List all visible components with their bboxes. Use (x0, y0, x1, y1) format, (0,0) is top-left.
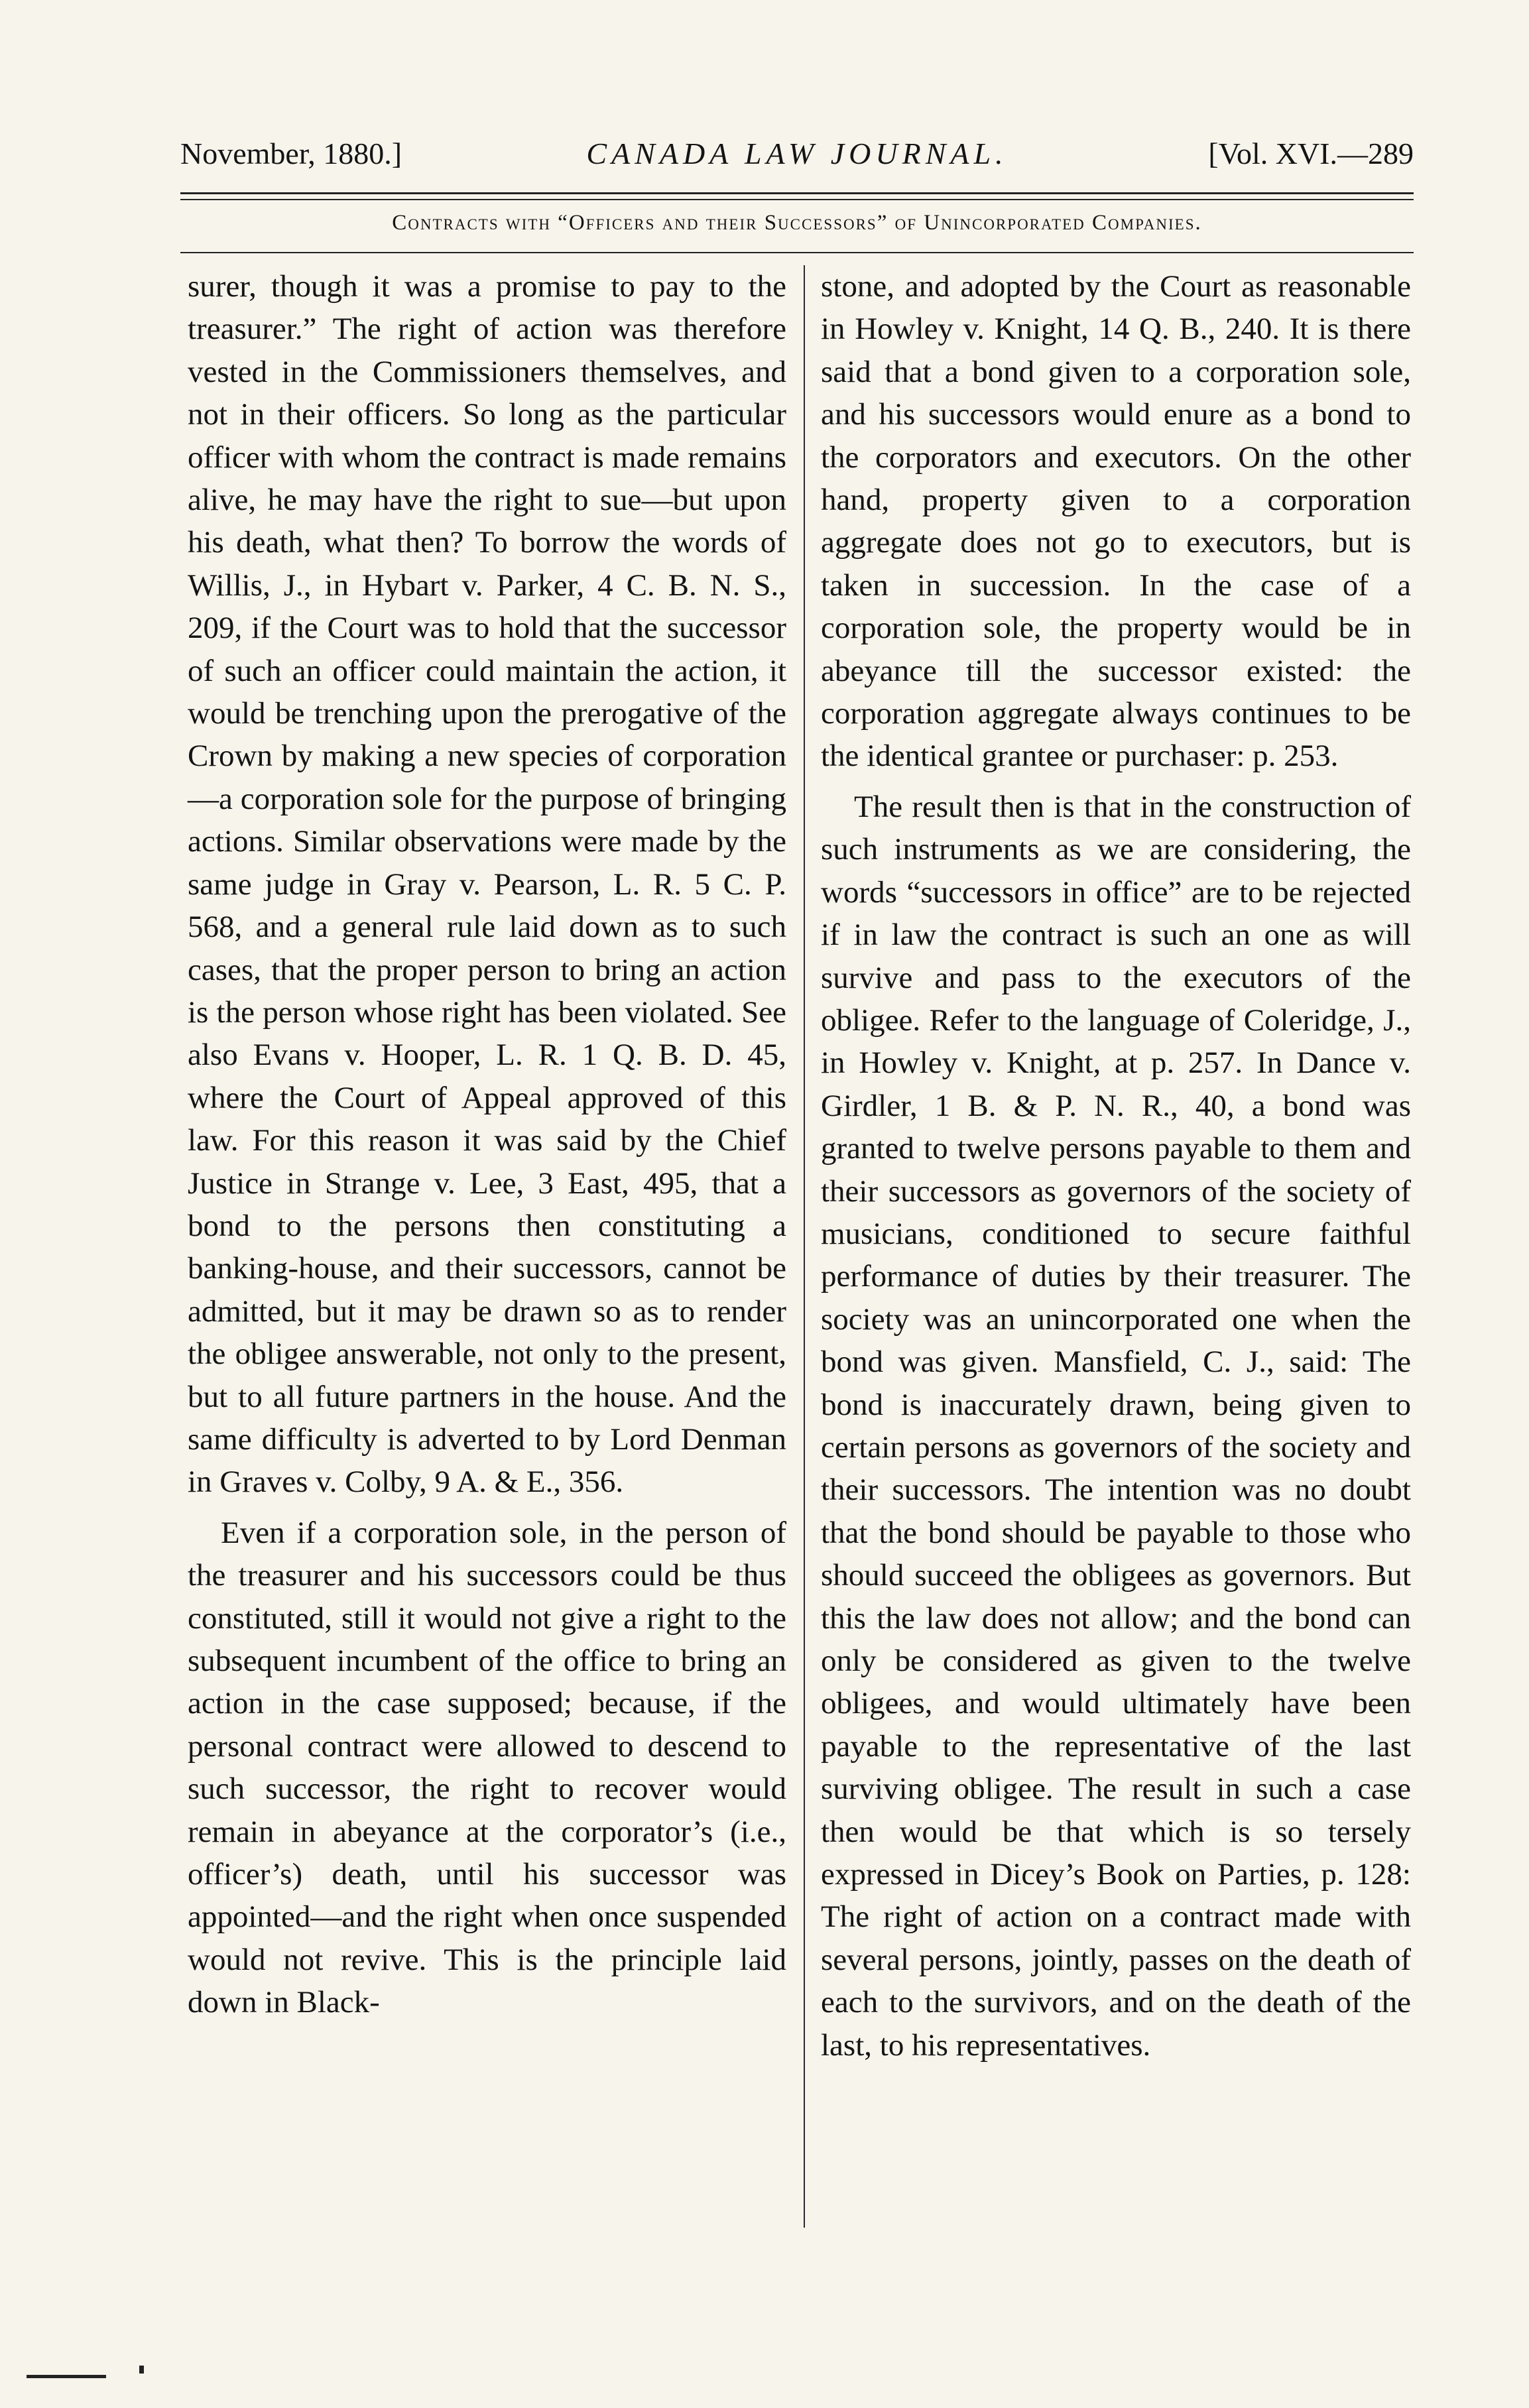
left-paragraph-2: Even if a corporation sole, in the person of the treasurer and his successors could be thus constituted, still it would not give a right to the subsequent incumbent of the office to bring an action in the case supposed; because, if the personal contract were allowed to descend to such successor, the right to recover would remain in abeyance at the corporator’s (i.e., officer’s) death, until his successor was appointed—and the right when once suspended would not revive. This is the principle laid down in Black- (188, 1515, 786, 2020)
right-column (821, 265, 1411, 2067)
left-paragraph-1: surer, though it was a promise to pay to the treasurer.” The right of action was therefore vested in the Commissioners themselves, and not in their officers. So long as the particular officer with whom the contract is made remains alive, he may have the right to sue—but upon his death, what then? To borrow the words of Willis, J., in Hybart v. Parker, 4 C. B. N. S., 209, if the Court was to hold that the successor of such an officer could maintain the action, it would be trenching upon the prerogative of the Crown by making a new species of corporation—a corporation sole for the purpose of bringing actions. Similar observations were made by the same judge in Gray v. Pearson, L. R. 5 C. P. 568, and a general rule laid down as to such cases, that the proper person to bring an action is the person whose right has been violated. See also Evans v. Hooper, L. R. 1 Q. B. D. 45, where the Court of Appeal approved of this law. For this reason it was said by the Chief Justice in Strange v. Lee, 3 East, 495, that a bond to the persons then constituting a banking-house, and their successors, cannot be admitted, but it may be drawn so as to render the obligee answerable, not only to the present, but to all future partners in the house. And the same difficulty is adverted to by Lord Denman in Graves v. Colby, 9 A. & E., 356. (188, 269, 786, 1500)
footer-mark (27, 2375, 106, 2378)
header-rule-top (180, 192, 1414, 194)
column-divider (804, 265, 805, 2228)
header-rule-bottom (180, 199, 1414, 200)
volume-page: [Vol. XVI.—289 (1208, 137, 1414, 170)
left-column (188, 265, 786, 2024)
issue-date: November, 1880.] (180, 137, 402, 170)
running-head (180, 136, 1414, 176)
right-paragraph-1: stone, and adopted by the Court as reasonable in Howley v. Knight, 14 Q. B., 240. It is there said that a bond given to a corporation sole, and his successors would enure as a bond to the corporators and executors. On the other hand, property given to a corporation aggregate does not go to executors, but is taken in succession. In the case of a corporation sole, the property would be in abeyance till the successor existed: the corporation aggregate always continues to be the identical grantee or purchaser: p. 253. (821, 269, 1411, 774)
right-paragraph-2: The result then is that in the construction of such instruments as we are considering, the words “successors in office” are to be rejected if in law the contract is such an one as will survive and pass to the executors of the obligee. Refer to the language of Coleridge, J., in Howley v. Knight, at p. 257. In Dance v. Girdler, 1 B. & P. N. R., 40, a bond was granted to twelve persons payable to them and their successors as governors of the society of musicians, conditioned to secure faithful performance of duties by their treasurer. The society was an unincorporated one when the bond was given. Mansfield, C. J., said: The bond is inaccurately drawn, being given to certain persons as governors of the society and their successors. The intention was no doubt that the bond should be payable to those who should succeed the obligees as governors. But this the law does not allow; and the bond can only be considered as given to the twelve obligees, and would ultimately have been payable to the representative of the last surviving obligee. The result in such a case then would be that which is so tersely expressed in Dicey’s Book on Parties, p. 128: The right of action on a contract made with several persons, jointly, passes on the death of each to the survivors, and on the death of the last, to his representatives. (821, 789, 1411, 2063)
journal-title: CANADA LAW JOURNAL. (586, 137, 1008, 170)
article-subheading: Contracts with “Officers and their Successors” of Unincorporated Companies. (392, 211, 1202, 235)
subheading-rule (180, 252, 1414, 253)
footer-dot (139, 2366, 144, 2374)
